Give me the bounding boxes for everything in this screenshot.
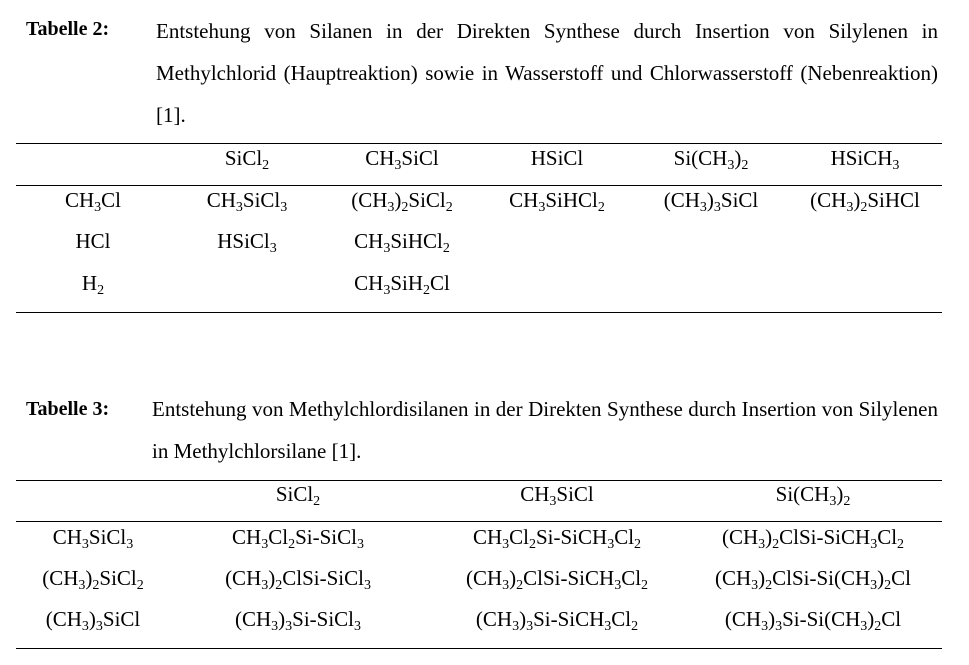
- table-3-header-rule: [16, 521, 942, 522]
- table-3-label: Tabelle 3:: [26, 398, 110, 420]
- table-2-label: Tabelle 2:: [26, 18, 110, 40]
- row-header-ch3-2sicl2: $(CH_3)_2SiCl_2$: [42, 566, 144, 593]
- column-header-ch3sicl: $CH_3SiCl$: [365, 146, 439, 173]
- table-2-caption-text: Entstehung von Silanen in der Direkten Synthese durch Insertion von Silylenen in Methylchlorid (Hauptreaktion) sowie in Wasserstoff und Chlorwasserstoff (Nebenreaktion) [1].: [156, 19, 938, 127]
- column-header-sicl2: SiCl$_2$: [275, 482, 321, 509]
- table-cell: $CH_3Cl_2Si-SiCl_3$: [232, 525, 364, 552]
- table-cell: $(CH_3)_2ClSi-SiCl_3$: [225, 566, 371, 593]
- column-header-hsich3: HSiCH$_3$: [830, 146, 900, 173]
- table-cell: $CH_3Cl_2Si-SiCH_3Cl_2$: [472, 525, 642, 552]
- table-cell: $CH_3SiCl_3$: [206, 188, 288, 215]
- column-header-si-ch3-2: $Si(CH_3)_2$: [775, 482, 851, 509]
- table-cell: $(CH_3)_2ClSi-SiCH_3Cl_2$: [465, 566, 649, 593]
- table-2-header-rule: [16, 185, 942, 186]
- table-cell: $(CH_3)_2SiCl_2$: [351, 188, 453, 215]
- row-header-ch3cl: $CH_3Cl$: [64, 188, 122, 215]
- table-3-caption-text: Entstehung von Methylchlordisilanen in der Direkten Synthese durch Insertion von Silylenen in Methylchlorsilane [1].: [152, 397, 938, 463]
- table-cell: HSiCl$_3$: [217, 229, 277, 256]
- table-cell: $(CH_3)_3SiCl$: [663, 188, 759, 215]
- column-header-sicl2: SiCl$_2$: [224, 146, 270, 173]
- row-header-ch3-3sicl: $(CH_3)_3SiCl$: [45, 607, 141, 634]
- table-cell: $(CH_3)_2ClSi-SiCH_3Cl_2$: [721, 525, 905, 552]
- column-header-si-ch3-2: $Si(CH_3)_2$: [673, 146, 749, 173]
- column-header-ch3sicl: $CH_3SiCl$: [520, 482, 594, 509]
- row-header-hcl: HCl: [75, 229, 111, 253]
- row-header-ch3sicl3: $CH_3SiCl_3$: [52, 525, 134, 552]
- table-cell: $(CH_3)_2SiHCl$: [810, 188, 920, 215]
- table-3-bottom-rule: [16, 648, 942, 649]
- table-cell: $(CH_3)_3Si-Si(CH_3)_2Cl$: [724, 607, 902, 634]
- table-cell: $(CH_3)_3Si-SiCH_3Cl_2$: [475, 607, 639, 634]
- table-cell: $(CH_3)_2ClSi-Si(CH_3)_2Cl$: [714, 566, 912, 593]
- table-cell: $CH_3SiHCl_2$: [354, 229, 450, 256]
- table-3-top-rule: [16, 480, 942, 481]
- column-header-hsicl: HSiCl: [530, 146, 584, 170]
- row-header-h2: $H_2$: [81, 271, 105, 298]
- table-cell: $CH_3SiHCl_2$: [509, 188, 605, 215]
- table-cell: $(CH_3)_3Si-SiCl_3$: [234, 607, 362, 634]
- table-2-top-rule: [16, 143, 942, 144]
- table-cell: $CH_3SiH_2Cl$: [354, 271, 450, 298]
- table-2-bottom-rule: [16, 312, 942, 313]
